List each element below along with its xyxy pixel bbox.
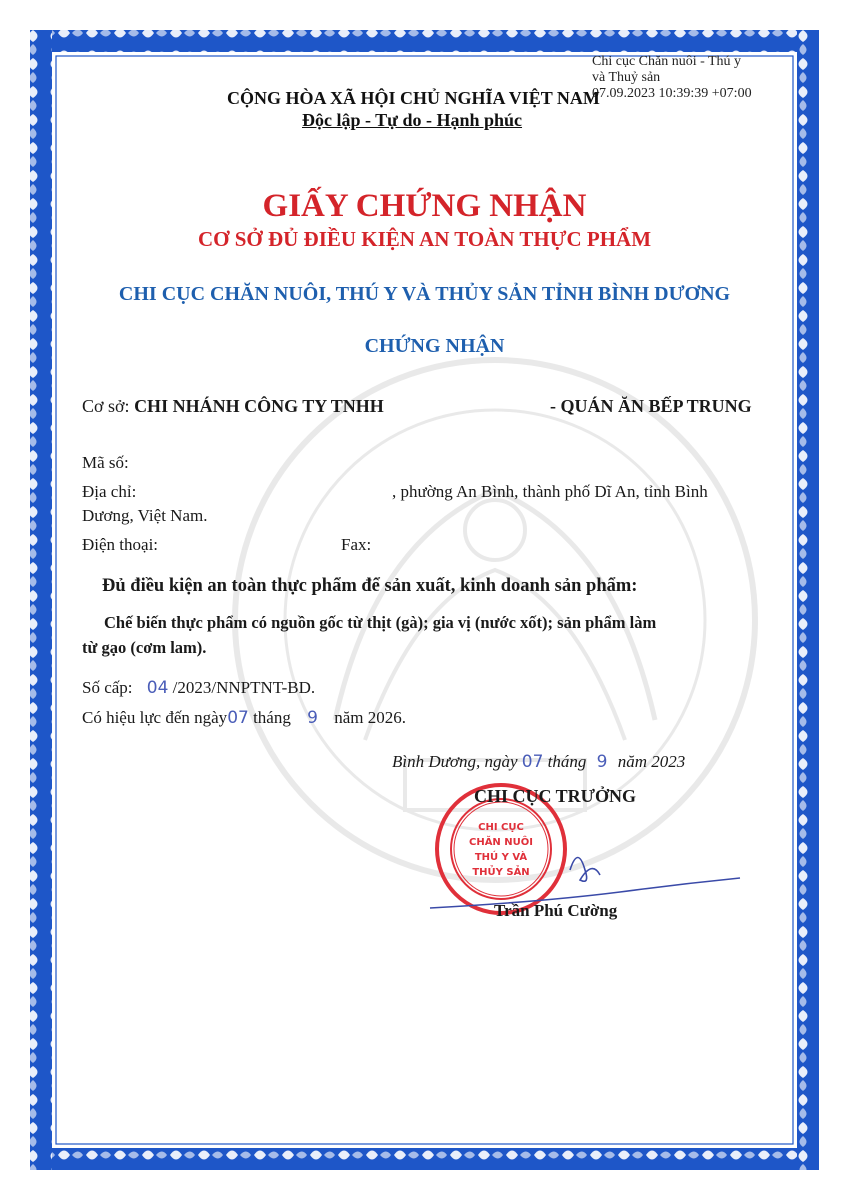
signature-note-line3: 07.09.2023 10:39:39 +07:00 <box>592 86 752 101</box>
signer-name: Trần Phú Cường <box>494 901 618 920</box>
facility-row <box>82 396 384 417</box>
eligibility-heading: Đủ điều kiện an toàn thực phẩm để sản xuất, kinh doanh sản phẩm: <box>102 576 638 596</box>
validity-day: 07 <box>227 708 249 728</box>
validity-row <box>82 708 406 728</box>
signing-place-prefix: Bình Dương, ngày <box>392 752 518 771</box>
facility-address-line2: Dương, Việt Nam. <box>82 506 208 525</box>
facility-name-part2: - QUÁN ĂN BẾP TRUNG <box>550 396 752 416</box>
facility-address-label: Địa chỉ: <box>82 482 137 501</box>
certificate-number <box>82 678 315 698</box>
facility-code-label: Mã số: <box>82 453 129 472</box>
facility-phone-label: Điện thoại: <box>82 535 159 554</box>
signature-note-line2: và Thuỷ sản <box>592 70 661 85</box>
validity-month-word: tháng <box>253 708 291 727</box>
cert-no-label: Số cấp: <box>82 678 133 697</box>
issuer-name: CHI CỤC CHĂN NUÔI, THÚ Y VÀ THỦY SẢN TỈNH BÌNH DƯƠNG <box>118 283 731 305</box>
certificate-title: GIẤY CHỨNG NHẬN <box>262 188 587 224</box>
facility-name-part1: CHI NHÁNH CÔNG TY TNHH <box>134 396 384 416</box>
signature-note-line1: Chi cục Chăn nuôi - Thú y <box>592 54 742 69</box>
validity-month: 9 <box>307 708 318 728</box>
digital-signature-note <box>592 54 802 102</box>
signing-month: 9 <box>596 752 608 772</box>
stamp-line1: CHI CỤC <box>478 822 524 833</box>
eligibility-products-line1: Chế biến thực phẩm có nguồn gốc từ thịt (gà); gia vị (nước xốt); sản phẩm làm <box>104 613 657 632</box>
stamp-line3: THÚ Y VÀ <box>474 852 528 863</box>
stamp-line4: THỦY SẢN <box>472 867 530 878</box>
facility-label: Cơ sở: <box>82 396 130 416</box>
signing-position: CHI CỤC TRƯỞNG <box>474 786 637 806</box>
validity-year: năm 2026. <box>334 708 406 727</box>
signing-year: năm 2023 <box>617 752 686 771</box>
signing-month-word: tháng <box>547 752 587 771</box>
stamp-line2: CHĂN NUÔI <box>468 837 534 848</box>
signing-day: 07 <box>521 752 544 772</box>
signing-place-date <box>392 752 685 772</box>
cert-no-suffix: /2023/NNPTNT-BD. <box>172 678 316 697</box>
cert-no-handwritten: 04 <box>146 678 169 698</box>
facility-fax-label: Fax: <box>341 535 372 554</box>
national-motto: Độc lập - Tự do - Hạnh phúc <box>302 110 523 130</box>
eligibility-products-line2: từ gạo (cơm lam). <box>82 638 207 657</box>
certificate-subtitle: CƠ SỞ ĐỦ ĐIỀU KIỆN AN TOÀN THỰC PHẨM <box>197 227 652 251</box>
certifies-heading: CHỨNG NHẬN <box>364 335 505 357</box>
facility-address-line1: , phường An Bình, thành phố Dĩ An, tỉnh Bình <box>392 482 708 501</box>
validity-prefix: Có hiệu lực đến ngày <box>82 708 228 727</box>
country-header: CỘNG HÒA XÃ HỘI CHỦ NGHĨA VIỆT NAM <box>227 88 600 108</box>
